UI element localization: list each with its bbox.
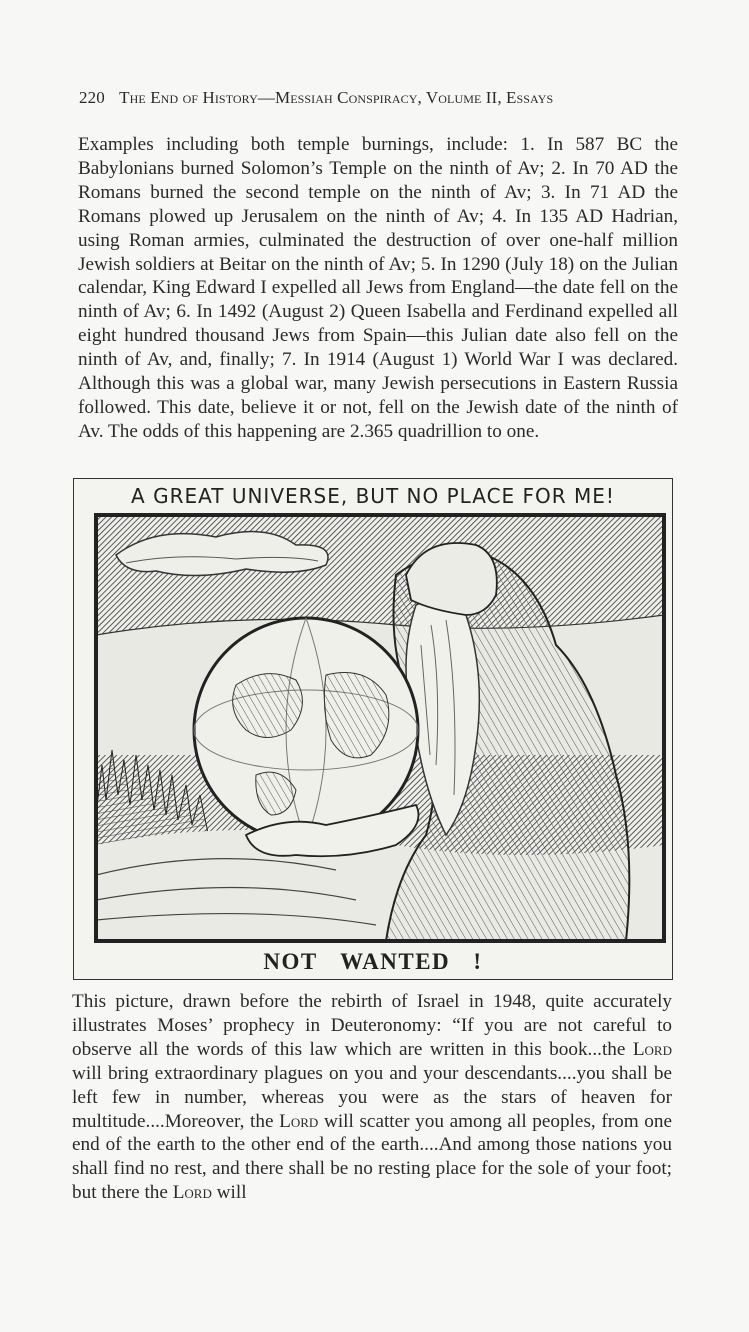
figure-caption-top: A GREAT UNIVERSE, BUT NO PLACE FOR ME! bbox=[131, 484, 615, 508]
lord-small-caps: Lord bbox=[279, 1110, 319, 1132]
paragraph-2-text: will bring extraordinary plagues on you and your descendants....you shall be left few in number, whereas you were as the stars of heaven for multitude....Moreover, the bbox=[72, 1062, 672, 1132]
cartoon-drawing bbox=[96, 515, 664, 941]
running-head bbox=[79, 88, 553, 108]
cartoon-illustration bbox=[94, 513, 666, 943]
paragraph-2-text: This picture, drawn before the rebirth of Israel in 1948, quite accurately illustrates Moses’ prophecy in Deuteronomy: “If you are not careful to observe all the words of this law which are written in this book...the bbox=[72, 991, 672, 1060]
page-number: 220 bbox=[79, 88, 105, 107]
figure-caption-bottom: NOT WANTED ! bbox=[263, 949, 483, 974]
running-title: The End of History—Messiah Conspiracy, Volume II, Essays bbox=[119, 88, 554, 107]
cartoon-figure bbox=[73, 478, 673, 980]
lord-small-caps: Lord bbox=[172, 1182, 212, 1204]
body-paragraph-1: Examples including both temple burnings, include: 1. In 587 BC the Babylonians burned Solomon’s Temple on the ninth of Av; 2. In 70 AD the Romans burned the second temple on the ninth of Av; 3. In 71 AD the Romans plowed up Jerusalem on the ninth of Av; 4. In 135 AD Hadrian, using Roman armies, culminated the destruction of over one-half million Jewish soldiers at Beitar on the ninth of Av; 5. In 1290 (July 18) on the Julian calendar, King Edward I expelled all Jews from England—the date fell on the ninth of Av; 6. In 1492 (August 2) Queen Isabella and Ferdinand expelled all eight hundred thousand Jews from Spain—this Julian date also fell on the ninth of Av, and, finally; 7. In 1914 (August 1) World War I was declared. Although this was a global war, many Jewish persecutions in Eastern Russia followed. This date, believe it or not, fell on the Jewish date of the ninth of Av. The odds of this happening are 2.365 quadrillion to one. bbox=[78, 134, 678, 442]
paragraph-2-text: will scatter you among all peoples, from one end of the earth to the other end of the earth....And among those nations you shall find no rest, and there shall be no resting place for the sole of your foot; but there the bbox=[72, 1110, 672, 1204]
body-paragraph-2 bbox=[72, 990, 672, 1205]
lord-small-caps: Lord bbox=[632, 1038, 672, 1060]
paragraph-2-text: will bbox=[211, 1182, 247, 1204]
